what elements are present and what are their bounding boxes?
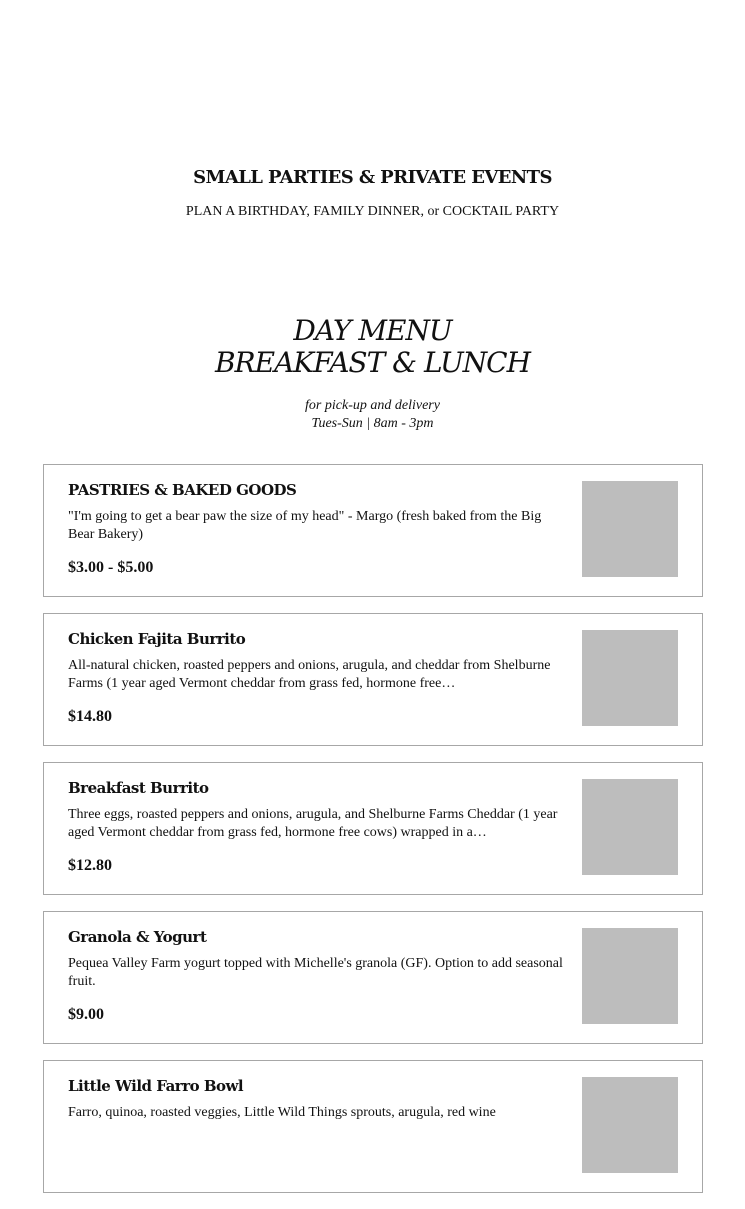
menu-item-card[interactable] xyxy=(43,762,703,895)
day-menu-subtitle: BREAKFAST & LUNCH xyxy=(214,346,531,379)
menu-item-image[interactable] xyxy=(582,481,678,577)
menu-item-description: Three eggs, roasted peppers and onions, arugula, and Shelburne Farms Cheddar (1 year aged Vermont cheddar from grass fed, hormone free cows) wrapped in a… xyxy=(68,807,558,840)
menu-item-card[interactable] xyxy=(43,613,703,746)
menu-item-name: Chicken Fajita Burrito xyxy=(68,630,246,648)
menu-item-description: Pequea Valley Farm yogurt topped with Michelle's granola (GF). Option to add seasonal fruit. xyxy=(68,956,563,989)
menu-item-text xyxy=(68,777,564,842)
menu-item-description: "I'm going to get a bear paw the size of my head" - Margo (fresh baked from the Big Bear Bakery) xyxy=(68,509,542,542)
private-events-subtitle: PLAN A BIRTHDAY, FAMILY DINNER, or COCKTAIL PARTY xyxy=(185,204,560,219)
menu-item-name: PASTRIES & BAKED GOODS xyxy=(68,481,297,499)
menu-item-list xyxy=(43,464,703,1209)
day-menu-header xyxy=(0,315,745,433)
menu-item-name: Granola & Yogurt xyxy=(68,928,207,946)
menu-item-text xyxy=(68,628,564,693)
menu-item-price: $12.80 xyxy=(68,857,112,874)
menu-item-description: All-natural chicken, roasted peppers and onions, arugula, and cheddar from Shelburne Farms (1 year aged Vermont cheddar from grass fed, hormone free… xyxy=(68,658,551,691)
private-events-section xyxy=(0,163,745,220)
menu-item-text xyxy=(68,1075,564,1122)
menu-item-price: $9.00 xyxy=(68,1006,104,1023)
menu-item-name: Breakfast Burrito xyxy=(68,779,209,797)
menu-item-card[interactable] xyxy=(43,464,703,597)
menu-item-card[interactable] xyxy=(43,911,703,1044)
menu-item-text xyxy=(68,926,564,991)
day-menu-title: DAY MENU xyxy=(293,314,452,347)
menu-item-text xyxy=(68,479,564,544)
menu-item-image[interactable] xyxy=(582,630,678,726)
service-hours: Tues-Sun | 8am - 3pm xyxy=(311,416,434,431)
menu-item-image[interactable] xyxy=(582,928,678,1024)
menu-item-image[interactable] xyxy=(582,779,678,875)
menu-item-price: $14.80 xyxy=(68,708,112,725)
menu-item-name: Little Wild Farro Bowl xyxy=(68,1077,244,1095)
menu-item-image[interactable] xyxy=(582,1077,678,1173)
private-events-title: SMALL PARTIES & PRIVATE EVENTS xyxy=(193,167,552,188)
menu-item-price: $3.00 - $5.00 xyxy=(68,559,154,576)
service-note: for pick-up and delivery xyxy=(305,398,440,413)
menu-item-description: Farro, quinoa, roasted veggies, Little Wild Things sprouts, arugula, red wine xyxy=(68,1105,496,1120)
